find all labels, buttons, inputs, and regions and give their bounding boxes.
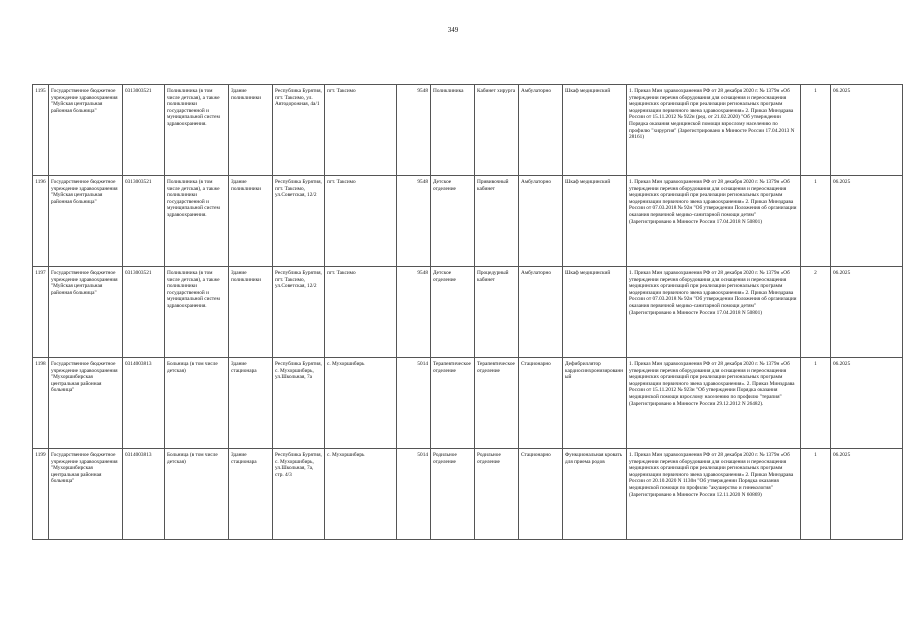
quantity-cell: 1 (801, 449, 831, 540)
quantity-cell: 2 (801, 267, 831, 358)
oktmo-cell: 5014 (397, 449, 431, 540)
equipment-cell: Дефибриллятор кардиосинхронизированный (563, 358, 627, 449)
settlement-cell: пгт. Таксимо (325, 85, 397, 176)
organization-cell: Государственное бюджетное учреждение здравоохранения "Муйская центральная районная больница" (49, 267, 123, 358)
room-cell: Процедурный кабинет (475, 267, 519, 358)
quantity-cell: 1 (801, 358, 831, 449)
date-cell: 06.2025 (831, 449, 903, 540)
building-cell: Здание поликлиники (229, 176, 273, 267)
settlement-cell: с. Мухоршибирь (325, 449, 397, 540)
department-cell: Терапевтическое отделение (431, 358, 475, 449)
table-row (33, 267, 903, 358)
quantity-cell: 1 (801, 85, 831, 176)
department-cell: Детское отделение (431, 267, 475, 358)
settlement-cell: пгт. Таксимо (325, 176, 397, 267)
unit-type-cell: Больница (в том числе детская) (165, 358, 229, 449)
unit-type-cell: Больница (в том числе детская) (165, 449, 229, 540)
equipment-cell: Функциональная кровать для приема родов (563, 449, 627, 540)
inn-cell: 0313003521 (123, 176, 165, 267)
inn-cell: 0313003521 (123, 85, 165, 176)
organization-cell: Государственное бюджетное учреждение здравоохранения "Муйская центральная районная больница" (49, 85, 123, 176)
room-cell: Родильное отделение (475, 449, 519, 540)
care-form-cell: Стационарно (519, 449, 563, 540)
department-cell: Детское отделение (431, 176, 475, 267)
quantity-cell: 1 (801, 176, 831, 267)
address-cell: Республика Бурятия, с. Мухоршибирь, ул.Школьная, 7а, стр. 4/3 (273, 449, 325, 540)
equipment-registry-table (32, 84, 903, 540)
inn-cell: 0314003813 (123, 358, 165, 449)
organization-cell: Государственное бюджетное учреждение здравоохранения "Мухоршибирская центральная районная больница" (49, 358, 123, 449)
care-form-cell: Амбулаторно (519, 85, 563, 176)
table-row (33, 358, 903, 449)
building-cell: Здание стационара (229, 449, 273, 540)
inn-cell: 0313003521 (123, 267, 165, 358)
organization-cell: Государственное бюджетное учреждение здравоохранения "Мухоршибирская центральная районная больница" (49, 449, 123, 540)
building-cell: Здание стационара (229, 358, 273, 449)
room-cell: Кабинет хирурга (475, 85, 519, 176)
legal-basis-cell: 1. Приказ Мин здравоохранения РФ от 28 декабря 2020 г. № 1379н «Об утверждении перечня оборудования для оснащения и переоснащения медицинских организаций при реализации региональных программ модернизации первичного звена здравоохранения». 2. Приказ Минздрава России от 15.11.2012 № 923н "Об утверждении Порядка оказания медицинской помощи взрослому населению по профилю "терапия" (Зарегистрировано в Минюсте России 29.12.2012 N 26482). (627, 358, 801, 449)
equipment-cell: Шкаф медицинский (563, 267, 627, 358)
oktmo-cell: 9548 (397, 85, 431, 176)
unit-type-cell: Поликлиника (в том числе детская), а также поликлиники государственной и муниципальной систем здравоохранения. (165, 176, 229, 267)
equipment-cell: Шкаф медицинский (563, 176, 627, 267)
room-cell: Прививочный кабинет (475, 176, 519, 267)
address-cell: Республика Бурятия, пгт. Таксимо, ул. Автодорожная, 4а/1 (273, 85, 325, 176)
legal-basis-cell: 1. Приказ Мин здравоохранения РФ от 28 декабря 2020 г. № 1379н «Об утверждении перечня оборудования для оснащения и переоснащения медицинских организаций при реализации региональных программ модернизации первичного звена здравоохранения» 2. Приказ Минздрава России от 07.03.2018 № 92н "Об утверждении Положения об организации оказания первичной медико-санитарной помощи детям" (Зарегистрировано в Минюсте России 17.04.2018 N 50801) (627, 176, 801, 267)
address-cell: Республика Бурятия, пгт. Таксимо, ул.Советская, 12/2 (273, 267, 325, 358)
date-cell: 06.2025 (831, 85, 903, 176)
building-cell: Здание поликлиники (229, 267, 273, 358)
settlement-cell: с. Мухоршибирь (325, 358, 397, 449)
row-number: 1198 (33, 358, 49, 449)
oktmo-cell: 5014 (397, 358, 431, 449)
table-body (33, 85, 903, 540)
settlement-cell: пгт. Таксимо (325, 267, 397, 358)
legal-basis-cell: 1. Приказ Мин здравоохранения РФ от 28 декабря 2020 г. № 1379н «Об утверждении перечня оборудования для оснащения и переоснащения медицинских организаций при реализации региональных программ модернизации первичного звена здравоохранения» 2. Приказ Минздрава России от 15.11.2012 № 922н (ред. от 21.02.2020) "Об утверждении Порядка оказания медицинской помощи взрослому населению по профилю "хирургия" (Зарегистрировано в Минюсте России 17.04.2013 N 28161) (627, 85, 801, 176)
table-row (33, 176, 903, 267)
address-cell: Республика Бурятия, с. Мухоршибирь, ул.Школьная, 7а (273, 358, 325, 449)
equipment-cell: Шкаф медицинский (563, 85, 627, 176)
department-cell: Родильное отделение (431, 449, 475, 540)
date-cell: 06.2025 (831, 358, 903, 449)
row-number: 1197 (33, 267, 49, 358)
care-form-cell: Амбулаторно (519, 267, 563, 358)
building-cell: Здание поликлиники (229, 85, 273, 176)
address-cell: Республика Бурятия, пгт. Таксимо, ул.Советская, 12/2 (273, 176, 325, 267)
inn-cell: 0314003813 (123, 449, 165, 540)
row-number: 1196 (33, 176, 49, 267)
legal-basis-cell: 1. Приказ Мин здравоохранения РФ от 28 декабря 2020 г. № 1379н «Об утверждении перечня оборудования для оснащения и переоснащения медицинских организаций при реализации региональных программ модернизации первичного звена здравоохранения» 2. Приказ Минздрава России от 07.03.2018 № 92н "Об утверждении Положения об организации оказания первичной медико-санитарной помощи детям" (Зарегистрировано в Минюсте России 17.04.2018 N 50801) (627, 267, 801, 358)
oktmo-cell: 9548 (397, 267, 431, 358)
organization-cell: Государственное бюджетное учреждение здравоохранения "Муйская центральная районная больница" (49, 176, 123, 267)
row-number: 1199 (33, 449, 49, 540)
room-cell: Терапевтическое отделение (475, 358, 519, 449)
row-number: 1195 (33, 85, 49, 176)
care-form-cell: Стационарно (519, 358, 563, 449)
page-number: 349 (447, 26, 459, 34)
unit-type-cell: Поликлиника (в том числе детская), а также поликлиники государственной и муниципальной систем здравоохранения. (165, 267, 229, 358)
table-row (33, 85, 903, 176)
date-cell: 06.2025 (831, 176, 903, 267)
table-row (33, 449, 903, 540)
date-cell: 06.2025 (831, 267, 903, 358)
care-form-cell: Амбулаторно (519, 176, 563, 267)
department-cell: Поликлиника (431, 85, 475, 176)
oktmo-cell: 9548 (397, 176, 431, 267)
legal-basis-cell: 1. Приказ Мин здравоохранения РФ от 28 декабря 2020 г. № 1379н «Об утверждении перечня оборудования для оснащения и переоснащения медицинских организаций при реализации региональных программ модернизации первичного звена здравоохранения» 2. Приказ Минздрава России от 20.10.2020 N 1130н "Об утверждении Порядка оказания медицинской помощи по профилю "акушерство и гинекология" (Зарегистрировано в Минюсте России 12.11.2020 N 60869) (627, 449, 801, 540)
unit-type-cell: Поликлиника (в том числе детская), а также поликлиники государственной и муниципальной систем здравоохранения. (165, 85, 229, 176)
